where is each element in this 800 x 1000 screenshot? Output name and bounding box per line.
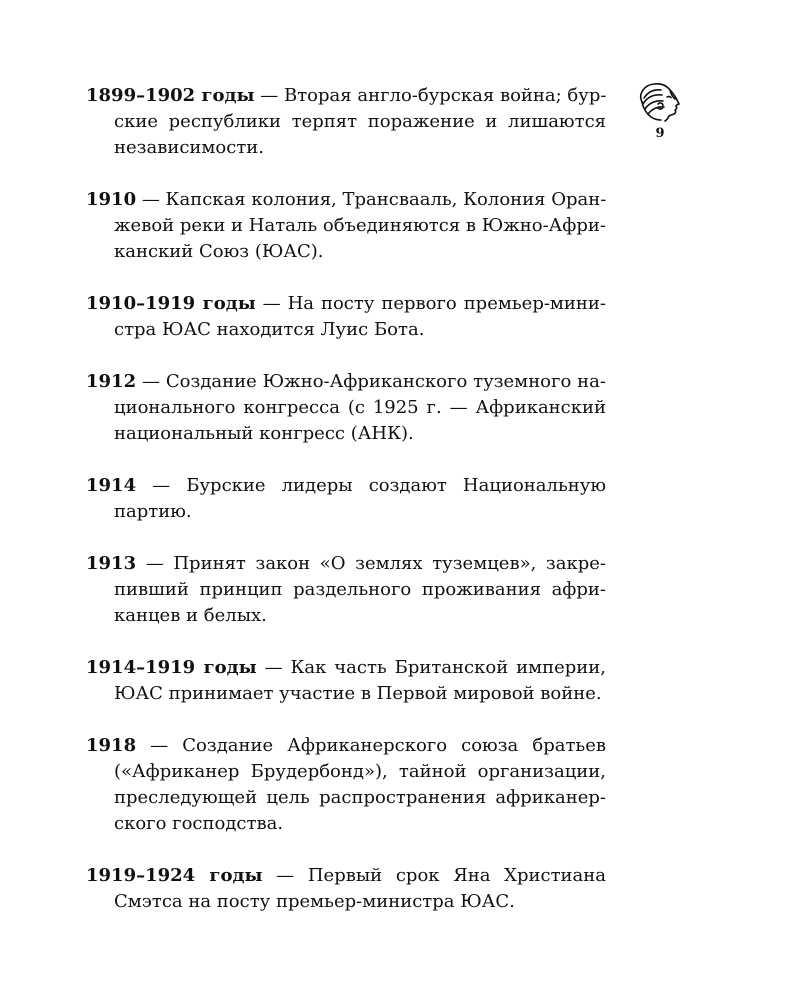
entry-text-line: Смэтса на посту премьер-министра ЮАС. xyxy=(114,891,515,912)
entry-date: 1913 xyxy=(86,553,137,574)
entry-text-line: национальный конгресс (АНК). xyxy=(114,423,414,444)
chronology-list xyxy=(86,83,606,915)
entry-text-line: — Принят закон «О землях туземцев», закре- xyxy=(136,553,606,574)
entry-text-line: ские республики терпят поражение и лишаются xyxy=(114,111,606,132)
entry-date: 1914 xyxy=(86,475,137,496)
entry-date: 1899–1902 годы xyxy=(86,85,255,106)
entry-date: 1918 xyxy=(86,735,137,756)
chronology-entry xyxy=(86,369,606,447)
entry-text-line: ционального конгресса (с 1925 г. — Африканский xyxy=(114,397,606,418)
entry-text-line: независимости. xyxy=(114,137,265,158)
entry-date: 1914–1919 годы xyxy=(86,657,257,678)
head-silhouette-icon xyxy=(634,80,684,122)
chronology-entry xyxy=(86,551,606,629)
chronology-entry xyxy=(86,863,606,915)
chronology-entry xyxy=(86,733,606,837)
entry-text-line: ЮАС принимает участие в Первой мировой войне. xyxy=(114,683,602,704)
entry-text-line: («Африканер Брудербонд»), тайной организации, xyxy=(114,761,606,782)
entry-text-line: пивший принцип раздельного проживания афри- xyxy=(114,579,606,600)
entry-text-line: — На посту первого премьер-мини- xyxy=(255,293,606,314)
entry-text-line: жевой реки и Наталь объединяются в Южно-Афри- xyxy=(114,215,606,236)
chronology-entry xyxy=(86,187,606,265)
entry-date: 1919–1924 годы xyxy=(86,865,263,886)
chronology-entry xyxy=(86,291,606,343)
entry-text-line: — Капская колония, Трансвааль, Колония Оран- xyxy=(136,189,607,210)
entry-text-line: канский Союз (ЮАС). xyxy=(114,241,324,262)
chronology-entry xyxy=(86,473,606,525)
chronology-entry xyxy=(86,655,606,707)
entry-text-line: — Бурские лидеры создают Национальную xyxy=(136,475,606,496)
entry-text-line: — Создание Африканерского союза братьев xyxy=(136,735,606,756)
entry-text-line: партию. xyxy=(114,501,192,522)
entry-text-line: стра ЮАС находится Луис Бота. xyxy=(114,319,425,340)
entry-text-line: — Как часть Британской империи, xyxy=(256,657,606,678)
entry-text-line: — Первый срок Яна Христиана xyxy=(262,865,606,886)
page-number: 9 xyxy=(655,126,665,141)
entry-date: 1910–1919 годы xyxy=(86,293,256,314)
entry-text-line: — Вторая англо-бурская война; бур- xyxy=(254,85,607,106)
entry-date: 1910 xyxy=(86,189,137,210)
entry-text-line: ского господства. xyxy=(114,813,284,834)
entry-date: 1912 xyxy=(86,371,137,392)
chronology-entry xyxy=(86,83,606,161)
entry-text-line: канцев и белых. xyxy=(114,605,267,626)
entry-text-line: преследующей цель распространения африканер- xyxy=(114,787,606,808)
entry-text-line: — Создание Южно-Африканского туземного на- xyxy=(136,371,606,392)
